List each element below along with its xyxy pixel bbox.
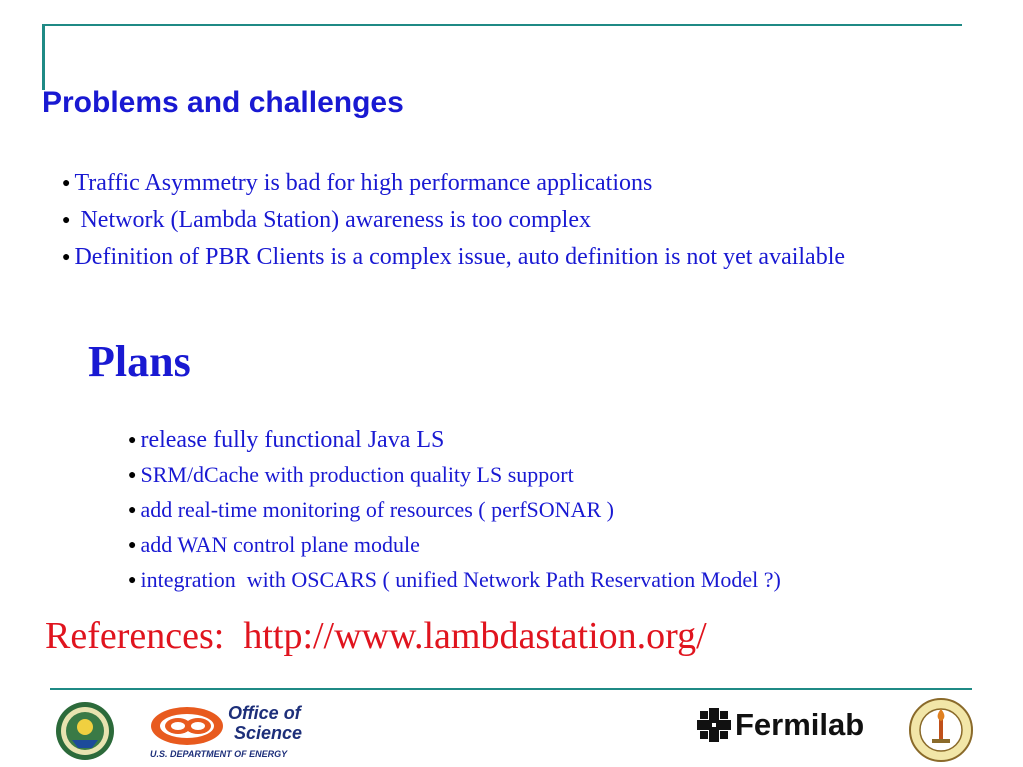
list-item-text: add WAN control plane module bbox=[140, 532, 420, 557]
top-divider bbox=[44, 24, 962, 26]
bullet-icon: ● bbox=[128, 573, 137, 588]
list-item bbox=[128, 493, 781, 528]
list-item bbox=[62, 165, 872, 202]
fermilab-wordmark: Fermilab bbox=[735, 707, 865, 742]
bottom-divider bbox=[50, 688, 972, 690]
list-item-text: integration with OSCARS ( unified Network Path Reservation Model ?) bbox=[140, 567, 781, 592]
bullet-icon: ● bbox=[128, 433, 137, 448]
list-item bbox=[62, 239, 872, 276]
list-item-text: SRM/dCache with production quality LS support bbox=[140, 462, 574, 487]
fermilab-logo bbox=[697, 706, 892, 746]
bullet-icon: ● bbox=[128, 468, 137, 483]
bullet-icon: ● bbox=[62, 213, 71, 228]
plans-heading: Plans bbox=[88, 337, 191, 386]
office-of-science-line1: Office of bbox=[228, 703, 301, 723]
list-item-text: add real-time monitoring of resources ( perfSONAR ) bbox=[140, 497, 614, 522]
list-item-text: Network (Lambda Station) awareness is too complex bbox=[74, 207, 591, 233]
list-item bbox=[128, 458, 781, 493]
problems-heading: Problems and challenges bbox=[42, 86, 404, 119]
problems-list bbox=[62, 165, 872, 276]
doe-caption: U.S. DEPARTMENT OF ENERGY bbox=[150, 749, 288, 759]
list-item bbox=[128, 563, 781, 598]
bullet-icon: ● bbox=[62, 176, 71, 191]
fermilab-logo-icon bbox=[697, 708, 731, 742]
caltech-seal-icon bbox=[906, 697, 976, 763]
bullet-icon: ● bbox=[62, 250, 71, 265]
plans-list bbox=[128, 423, 781, 598]
office-of-science-logo bbox=[148, 701, 338, 763]
list-item bbox=[62, 202, 872, 239]
bullet-icon: ● bbox=[128, 503, 137, 518]
office-of-science-line2: Science bbox=[234, 723, 303, 743]
doe-seal-icon bbox=[52, 700, 118, 762]
office-of-science-logo-icon bbox=[148, 703, 226, 749]
list-item-text: Traffic Asymmetry is bad for high performance applications bbox=[74, 170, 653, 196]
list-item-text: release fully functional Java LS bbox=[140, 427, 445, 453]
list-item bbox=[128, 423, 781, 458]
list-item-text: Definition of PBR Clients is a complex issue, auto definition is not yet available bbox=[74, 244, 846, 270]
list-item bbox=[128, 528, 781, 563]
left-accent-bar bbox=[42, 24, 45, 90]
references-link[interactable]: References: http://www.lambdastation.org/ bbox=[45, 615, 707, 657]
bullet-icon: ● bbox=[128, 538, 137, 553]
